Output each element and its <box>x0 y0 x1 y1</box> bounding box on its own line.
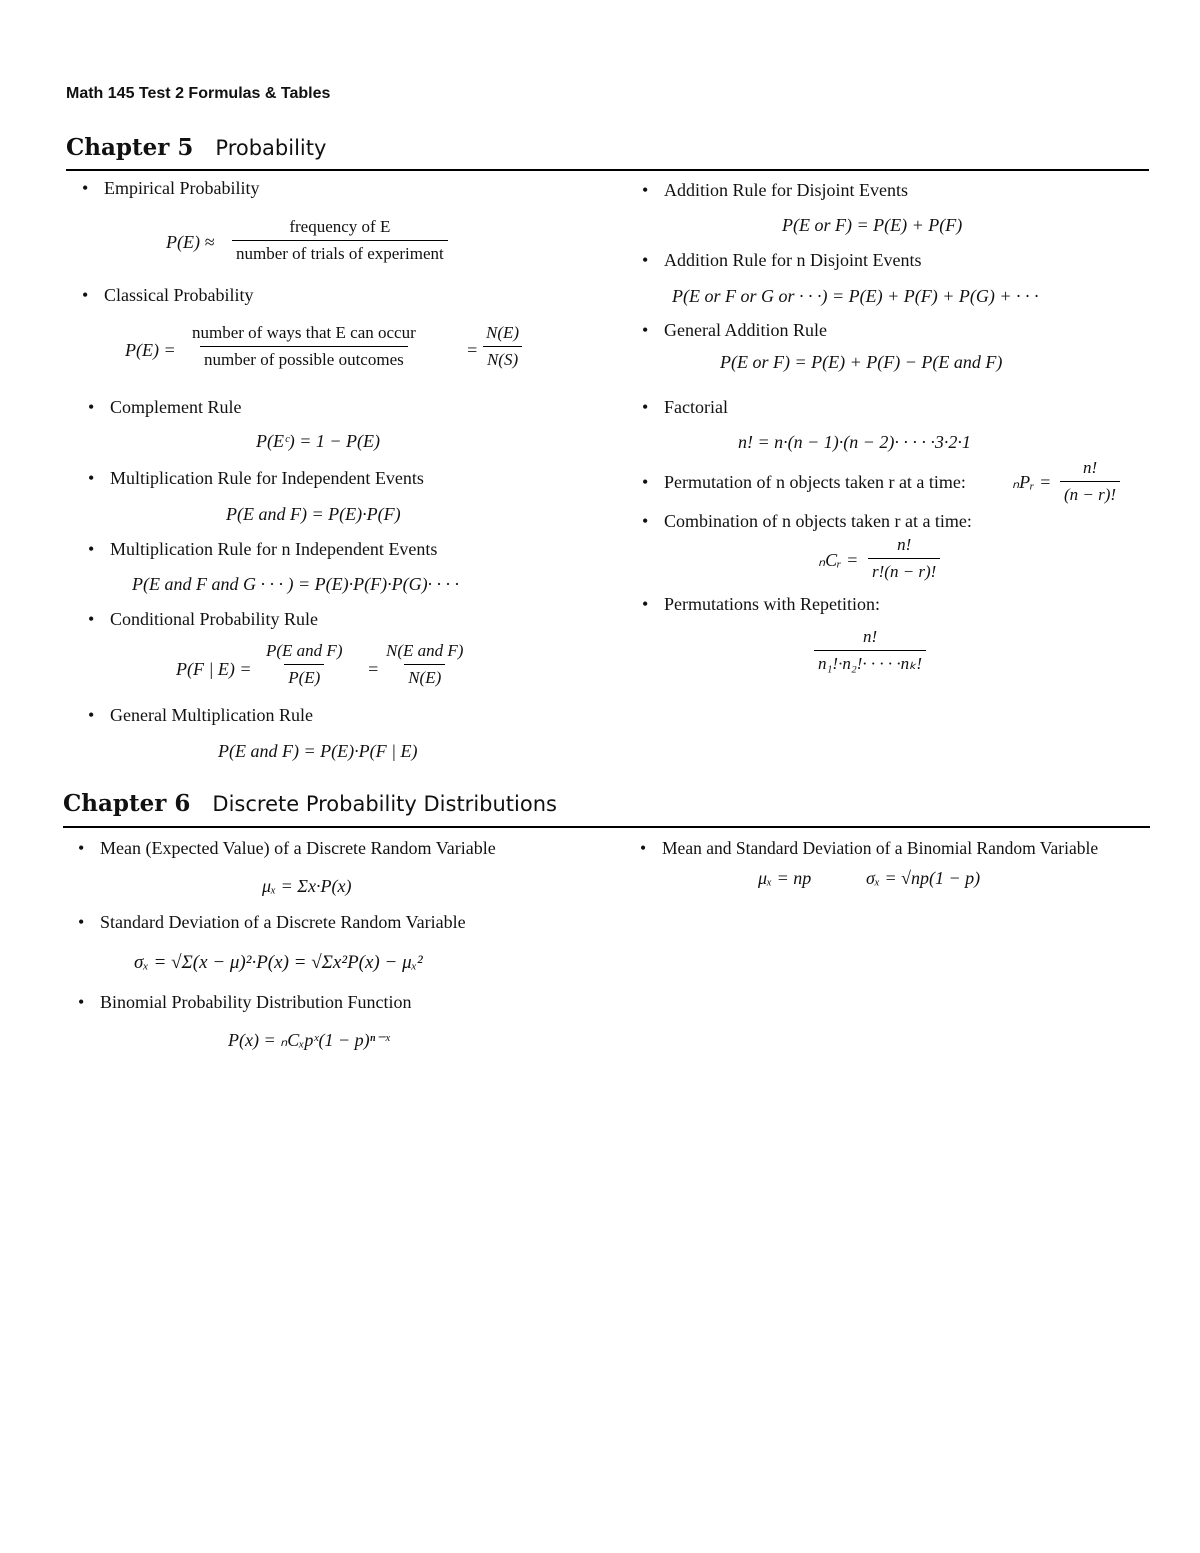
conditional-lhs: P(F | E) = <box>176 659 252 679</box>
mult-indep-label: • Multiplication Rule for Independent Events <box>110 468 424 489</box>
combination-denominator: r!(n − r)! <box>868 558 940 582</box>
classical-denominator: number of possible outcomes <box>200 346 408 370</box>
permutation-denominator: (n − r)! <box>1060 481 1120 505</box>
classical-numerator: number of ways that E can occur <box>192 323 416 342</box>
general-add-formula: P(E or F) = P(E) + P(F) − P(E and F) <box>720 352 1003 372</box>
conditional-count-denominator: N(E) <box>404 664 445 688</box>
general-mult-formula: P(E and F) = P(E)·P(F | E) <box>218 741 418 761</box>
binomial-pdf-label: • Binomial Probability Distribution Function <box>100 992 412 1013</box>
chapter-name: Discrete Probability Distributions <box>212 792 557 816</box>
conditional-fraction-count <box>382 641 467 688</box>
chapter-5-heading <box>66 134 326 161</box>
classical-count-numerator: N(E) <box>486 323 520 342</box>
general-mult-label: • General Multiplication Rule <box>110 705 313 726</box>
sd-discrete-label: • Standard Deviation of a Discrete Random Variable <box>100 912 466 933</box>
permutation-numerator: n! <box>1082 458 1098 477</box>
add-disjoint-label: • Addition Rule for Disjoint Events <box>664 180 908 201</box>
chapter-number: Chapter 5 <box>66 134 194 161</box>
add-n-label: • Addition Rule for n Disjoint Events <box>664 250 921 271</box>
factorial-label: • Factorial <box>664 397 728 418</box>
complement-formula: P(Eᶜ) = 1 − P(E) <box>256 431 380 451</box>
permutation-label: • Permutation of n objects taken r at a time: <box>664 472 966 493</box>
empirical-numerator: frequency of E <box>289 217 391 236</box>
empirical-fraction <box>232 217 448 264</box>
add-n-formula: P(E or F or G or · · ·) = P(E) + P(F) + P(G) + · · · <box>672 286 1039 306</box>
binomial-pdf-formula: P(x) = ₙCₓpˣ(1 − p)ⁿ⁻ˣ <box>228 1030 390 1050</box>
permutation-fraction <box>1060 458 1120 505</box>
mean-discrete-formula: μₓ = Σx·P(x) <box>262 876 352 896</box>
empirical-probability-label: • Empirical Probability <box>104 178 259 199</box>
add-disjoint-formula: P(E or F) = P(E) + P(F) <box>782 215 963 235</box>
chapter-number: Chapter 6 <box>63 790 191 817</box>
combination-label: • Combination of n objects taken r at a time: <box>664 511 972 532</box>
permutation-lhs: ₙPᵣ = <box>1012 472 1052 492</box>
mult-n-label: • Multiplication Rule for n Independent Events <box>110 539 437 560</box>
classical-count-denominator: N(S) <box>483 346 522 370</box>
conditional-fraction-prob <box>262 641 346 688</box>
conditional-count-numerator: N(E and F) <box>386 641 464 660</box>
conditional-equals: = <box>367 659 380 679</box>
empirical-lhs: P(E) ≈ <box>166 232 215 252</box>
document-title: Math 145 Test 2 Formulas & Tables <box>66 85 331 102</box>
sd-discrete-formula: σₓ = √Σ(x − μ)²·P(x) = √Σx²P(x) − μₓ² <box>134 952 423 973</box>
binomial-mean-formula: μₓ = np <box>758 868 812 888</box>
conditional-label: • Conditional Probability Rule <box>110 609 318 630</box>
perm-rep-label: • Permutations with Repetition: <box>664 594 880 615</box>
classical-probability-label: • Classical Probability <box>104 285 253 306</box>
conditional-denominator: P(E) <box>284 664 324 688</box>
perm-rep-fraction <box>814 627 926 674</box>
perm-rep-numerator: n! <box>862 627 878 646</box>
chapter-name: Probability <box>215 136 327 160</box>
perm-rep-denominator: n₁!·n₂!· · · · ·nₖ! <box>814 650 926 674</box>
combination-numerator: n! <box>897 535 912 554</box>
mult-indep-formula: P(E and F) = P(E)·P(F) <box>226 504 401 524</box>
classical-fraction-counts <box>482 323 523 370</box>
general-add-label: • General Addition Rule <box>664 320 827 341</box>
empirical-denominator: number of trials of experiment <box>232 240 448 264</box>
conditional-numerator: P(E and F) <box>266 641 343 660</box>
binomial-sd-formula: σₓ = √np(1 − p) <box>866 868 981 888</box>
classical-lhs: P(E) = <box>125 340 176 360</box>
factorial-formula: n! = n·(n − 1)·(n − 2)· · · · ·3·2·1 <box>738 432 971 452</box>
complement-rule-label: • Complement Rule <box>110 397 241 418</box>
chapter-6-rule <box>63 826 1150 828</box>
mean-discrete-label: • Mean (Expected Value) of a Discrete Random Variable <box>100 838 496 859</box>
mult-n-formula: P(E and F and G · · · ) = P(E)·P(F)·P(G)· · · · <box>132 574 460 594</box>
chapter-5-rule <box>66 169 1149 171</box>
classical-equals: = <box>466 340 479 360</box>
chapter-6-heading <box>63 790 557 817</box>
classical-fraction-words <box>188 323 420 370</box>
binomial-mean-sd-label: • Mean and Standard Deviation of a Binomial Random Variable <box>662 838 1098 859</box>
combination-lhs: ₙCᵣ = <box>818 550 859 570</box>
combination-fraction <box>868 535 940 582</box>
